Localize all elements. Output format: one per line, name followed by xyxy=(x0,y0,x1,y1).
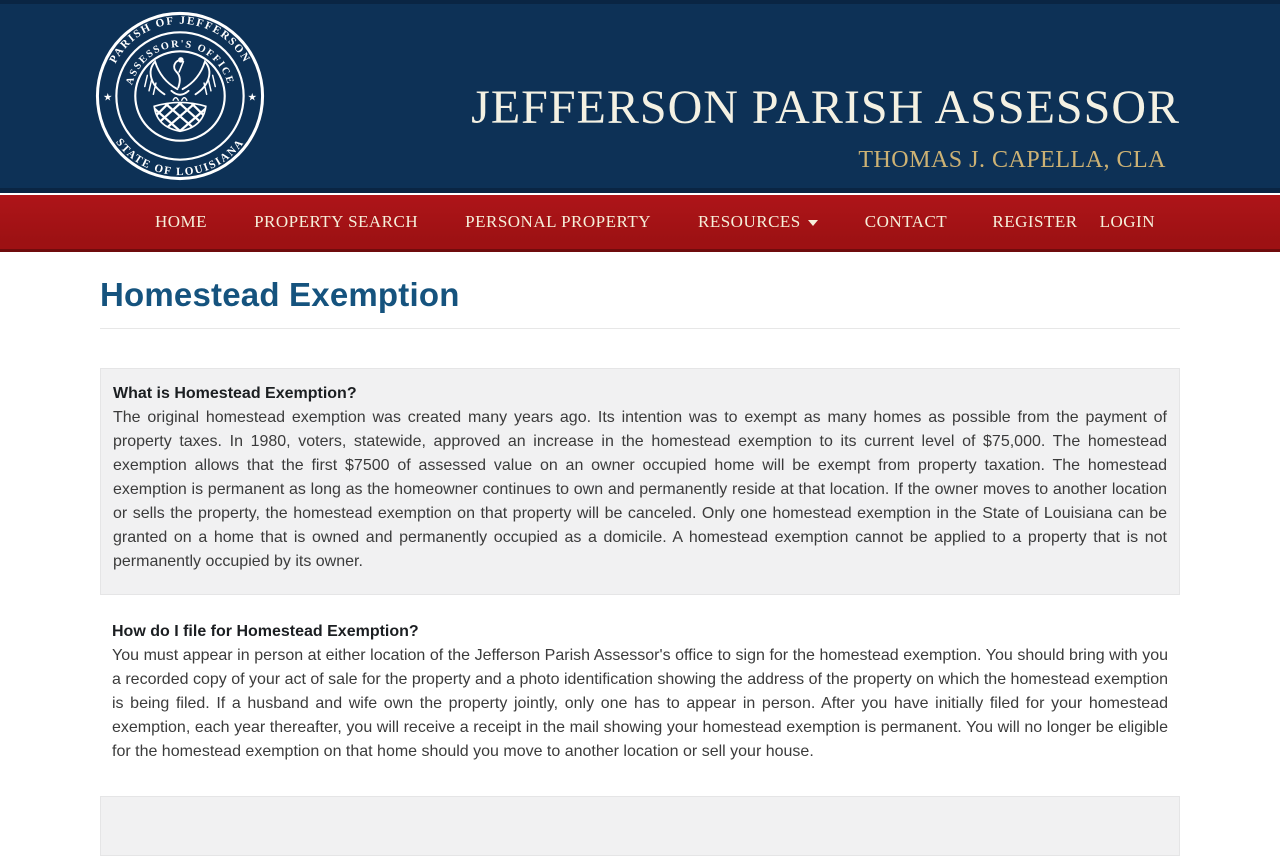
nav-item-home[interactable]: HOME xyxy=(155,212,208,231)
nav-item-login[interactable]: LOGIN xyxy=(1099,212,1155,231)
nav-primary-group xyxy=(155,212,947,232)
section-partial-cutoff xyxy=(100,796,1180,856)
section-what-is-homestead-exemption xyxy=(100,368,1180,595)
nav-item-register[interactable]: REGISTER xyxy=(992,212,1078,231)
section-body: You must appear in person at either location of the Jefferson Parish Assessor's office to sign for the homestead exemption. You should bring with you a recorded copy of your act of sale for the property and a photo identification showing the address of the property on which the homestead exemption is being filed. If a husband and wife own the property jointly, only one has to appear in person. After you have initially filed for your homestead exemption, each year thereafter, you will receive a receipt in the mail showing your homestead exemption is permanent. You will no longer be eligible for the homestead exemption on that home should you move to another location or sell your house. xyxy=(112,647,1168,760)
page-title: Homestead Exemption xyxy=(100,276,460,313)
section-how-do-i-file xyxy=(100,607,1180,784)
caret-down-icon xyxy=(808,220,818,226)
nav-item-personal-property[interactable]: PERSONAL PROPERTY xyxy=(465,212,651,231)
nav-item-resources-dropdown[interactable] xyxy=(698,212,818,232)
nav-account-group xyxy=(992,212,1180,232)
seal-text-outer-bottom: STATE OF LOUISIANA xyxy=(113,136,247,179)
main-navigation xyxy=(0,193,1280,252)
parish-seal-logo[interactable] xyxy=(94,10,266,182)
section-heading: How do I file for Homestead Exemption? xyxy=(112,623,419,640)
main-content xyxy=(100,276,1180,856)
header-titles xyxy=(471,4,1180,188)
seal-text-outer-top: PARISH OF JEFFERSON xyxy=(107,14,253,66)
section-heading: What is Homestead Exemption? xyxy=(113,385,357,402)
title-divider xyxy=(100,328,1180,329)
site-subtitle: THOMAS J. CAPELLA, CLA xyxy=(858,147,1166,174)
star-left-icon: ★ xyxy=(103,92,113,104)
site-header xyxy=(0,0,1280,188)
star-right-icon: ★ xyxy=(247,92,257,104)
nav-item-contact[interactable]: CONTACT xyxy=(864,212,948,231)
nav-item-property-search[interactable]: PROPERTY SEARCH xyxy=(254,212,419,231)
seal-text-inner-top: ASSESSOR'S OFFICE xyxy=(124,38,236,87)
nav-item-resources-label: RESOURCES xyxy=(698,212,801,231)
section-body: The original homestead exemption was created many years ago. Its intention was to exempt as many homes as possible from the payment of property taxes. In 1980, voters, statewide, approved an increase in the homestead exemption to its current level of $75,000. The homestead exemption allows that the first $7500 of assessed value on an owner occupied home will be exempt from property taxation. The homestead exemption is permanent as long as the homeowner continues to own and permanently reside at that location. If the owner moves to another location or sells the property, the homestead exemption on that property will be canceled. Only one homestead exemption in the State of Louisiana can be granted on a home that is owned and permanently occupied as a domicile. A homestead exemption cannot be applied to a property that is not permanently occupied by its owner. xyxy=(113,409,1167,570)
site-title: JEFFERSON PARISH ASSESSOR xyxy=(471,81,1180,134)
